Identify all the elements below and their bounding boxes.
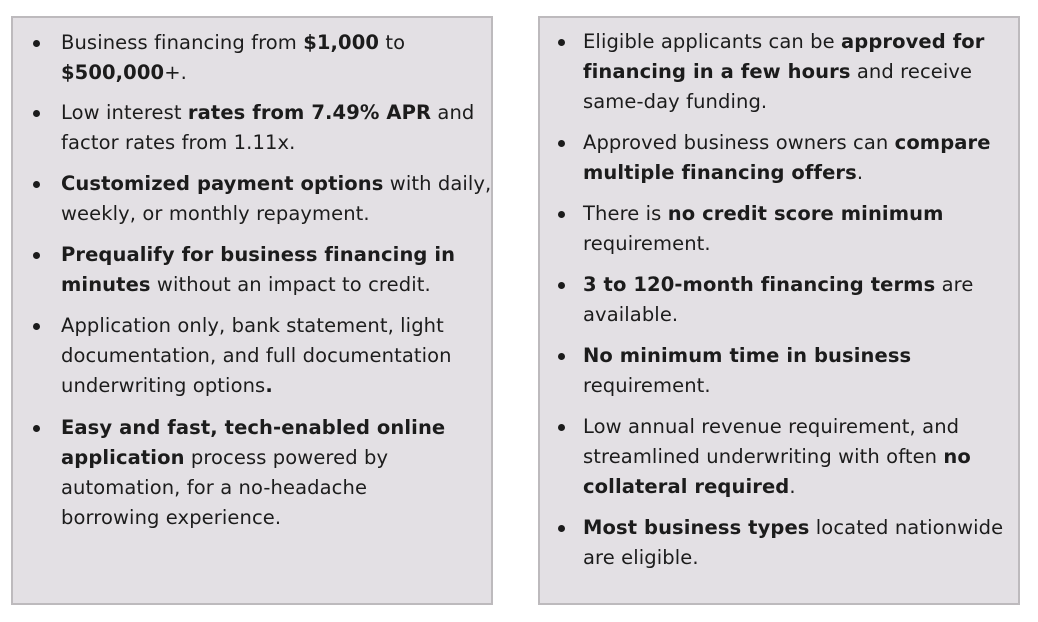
text-run: Customized payment options (61, 172, 384, 195)
text-run: approved for (841, 30, 985, 53)
text-run: $500,000 (61, 61, 165, 84)
text-run: Low annual revenue requirement, and (583, 415, 960, 438)
text-line (583, 270, 973, 300)
text-run: requirement. (583, 374, 711, 397)
text-line (61, 473, 367, 503)
text-line (61, 341, 452, 371)
text-run: multiple financing offers (583, 161, 857, 184)
text-run: available. (583, 303, 679, 326)
bullet-icon (33, 323, 40, 330)
text-run: no credit score minimum (667, 202, 944, 225)
bullet-icon (33, 181, 40, 188)
text-run: minutes (61, 273, 151, 296)
text-line (61, 240, 455, 270)
text-line (583, 57, 972, 87)
text-line (61, 270, 431, 300)
text-run: Easy and fast, tech-enabled online (61, 416, 446, 439)
bullet-icon (558, 282, 565, 289)
text-line (61, 58, 187, 88)
text-run: Low interest (61, 101, 188, 124)
bullet-icon (558, 211, 565, 218)
text-run: Application only, bank statement, light (61, 314, 444, 337)
text-run: collateral required (583, 475, 790, 498)
text-run: automation, for a no-headache (61, 476, 368, 499)
text-run: same-day funding. (583, 90, 768, 113)
text-run: and (431, 101, 475, 124)
text-line (61, 413, 445, 443)
text-run: . (856, 161, 864, 184)
text-run: weekly, or monthly repayment. (61, 202, 370, 225)
text-run: are (935, 273, 974, 296)
text-run: borrowing experience. (61, 506, 282, 529)
bullet-icon (558, 39, 565, 46)
text-line (61, 98, 474, 128)
text-line (583, 513, 1003, 543)
text-line (583, 442, 971, 472)
text-run: streamlined underwriting with often (583, 445, 944, 468)
bullet-icon (33, 110, 40, 117)
text-run: Business financing from (61, 31, 304, 54)
text-run: application (61, 446, 185, 469)
text-run: There is (583, 202, 668, 225)
text-line (583, 158, 863, 188)
text-run: underwriting options (61, 374, 266, 397)
text-line (583, 229, 711, 259)
text-line (583, 300, 678, 330)
text-run: no (943, 445, 971, 468)
bullet-icon (558, 140, 565, 147)
text-run: requirement. (583, 232, 711, 255)
text-line (61, 311, 444, 341)
text-run: located nationwide (809, 516, 1004, 539)
text-run: . (789, 475, 796, 498)
text-line (61, 28, 405, 58)
bullet-icon (558, 353, 565, 360)
text-run: factor rates from 1.11x. (61, 131, 296, 154)
text-line (583, 543, 699, 573)
text-run: . (265, 374, 273, 397)
text-run: compare (894, 131, 991, 154)
bullet-icon (558, 525, 565, 532)
text-run: $1,000 (303, 31, 380, 54)
text-line (583, 27, 985, 57)
text-run: without an impact to credit. (150, 273, 431, 296)
text-run: to (379, 31, 406, 54)
text-run: Eligible applicants can be (583, 30, 842, 53)
text-run: rates from 7.49% APR (187, 101, 432, 124)
text-line (583, 87, 767, 117)
text-line (583, 128, 991, 158)
text-line (583, 371, 711, 401)
text-line (583, 472, 796, 502)
text-line (583, 412, 959, 442)
text-run: and receive (850, 60, 973, 83)
text-run: Prequalify for business financing in (61, 243, 456, 266)
text-line (61, 169, 491, 199)
bullet-icon (33, 425, 40, 432)
bullet-icon (33, 40, 40, 47)
text-line (61, 128, 295, 158)
text-line (61, 199, 370, 229)
text-run: process powered by (184, 446, 389, 469)
text-run: are eligible. (583, 546, 699, 569)
text-line (61, 371, 273, 401)
text-run: financing in a few hours (583, 60, 851, 83)
text-run: Approved business owners can (583, 131, 895, 154)
text-line (61, 443, 388, 473)
text-run: Most business types (583, 516, 810, 539)
text-run: with daily, (383, 172, 492, 195)
text-run: 3 to 120-month financing terms (583, 273, 936, 296)
left-feature-panel (11, 16, 493, 605)
text-line (583, 199, 944, 229)
bullet-icon (558, 424, 565, 431)
text-run: +. (164, 61, 187, 84)
text-line (61, 503, 281, 533)
text-run: No minimum time in business (583, 344, 912, 367)
text-line (583, 341, 911, 371)
right-feature-panel (538, 16, 1020, 605)
bullet-icon (33, 252, 40, 259)
text-run: documentation, and full documentation (61, 344, 452, 367)
